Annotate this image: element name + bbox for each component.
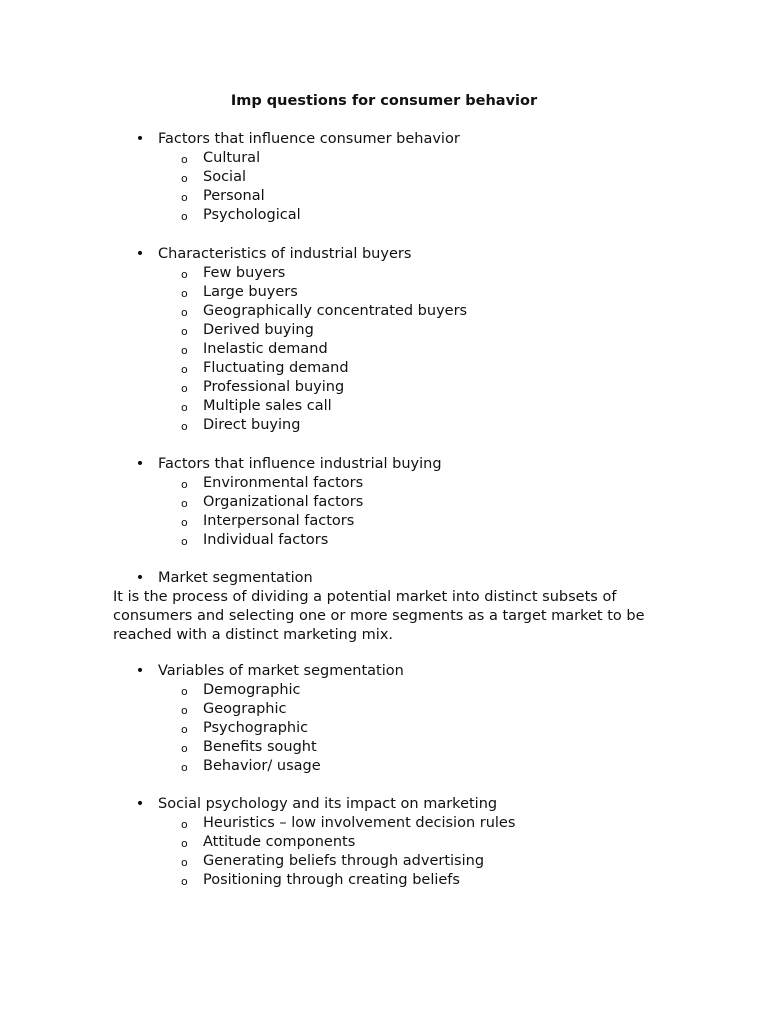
list-item bbox=[0, 321, 768, 340]
list-item bbox=[0, 168, 768, 187]
sub-item: Few buyers bbox=[203, 265, 286, 281]
section-segmentation-variables bbox=[0, 662, 768, 776]
sub-item: Attitude components bbox=[203, 834, 356, 850]
list-item bbox=[0, 833, 768, 852]
sub-bullet-icon: o bbox=[181, 818, 188, 831]
list-item bbox=[0, 795, 768, 814]
list-item bbox=[0, 340, 768, 359]
sub-bullet-icon: o bbox=[181, 420, 188, 433]
section-social-psychology bbox=[0, 795, 768, 890]
sub-item: Inelastic demand bbox=[203, 341, 328, 357]
list-item bbox=[0, 531, 768, 550]
list-item bbox=[0, 245, 768, 264]
sub-bullet-icon: o bbox=[181, 344, 188, 357]
list-item bbox=[0, 757, 768, 776]
list-item bbox=[0, 130, 768, 149]
section-market-segmentation bbox=[0, 569, 768, 588]
sub-bullet-icon: o bbox=[181, 837, 188, 850]
sub-bullet-icon: o bbox=[181, 856, 188, 869]
sub-bullet-icon: o bbox=[181, 172, 188, 185]
sub-item: Social bbox=[203, 169, 246, 185]
sub-item: Geographic bbox=[203, 701, 287, 717]
bullet-icon: • bbox=[135, 246, 145, 262]
page-title: Imp questions for consumer behavior bbox=[230, 93, 538, 109]
list-item bbox=[0, 149, 768, 168]
sub-item: Individual factors bbox=[203, 532, 329, 548]
sub-item: Personal bbox=[203, 188, 265, 204]
list-item bbox=[0, 493, 768, 512]
bullet-icon: • bbox=[135, 663, 145, 679]
sub-bullet-icon: o bbox=[181, 153, 188, 166]
sub-bullet-icon: o bbox=[181, 685, 188, 698]
sub-bullet-icon: o bbox=[181, 742, 188, 755]
sub-bullet-icon: o bbox=[181, 704, 188, 717]
sub-item: Demographic bbox=[203, 682, 301, 698]
sub-bullet-icon: o bbox=[181, 761, 188, 774]
list-item bbox=[0, 814, 768, 833]
list-item bbox=[0, 700, 768, 719]
sub-item: Psychographic bbox=[203, 720, 309, 736]
list-item bbox=[0, 474, 768, 493]
list-item bbox=[0, 719, 768, 738]
list-item bbox=[0, 871, 768, 890]
sub-item: Derived buying bbox=[203, 322, 314, 338]
section-industrial-factors bbox=[0, 455, 768, 550]
list-item bbox=[0, 416, 768, 435]
list-item bbox=[0, 264, 768, 283]
bullet-icon: • bbox=[135, 570, 145, 586]
list-item bbox=[0, 852, 768, 871]
sub-item: Geographically concentrated buyers bbox=[203, 303, 468, 319]
sub-item: Generating beliefs through advertising bbox=[203, 853, 485, 869]
list-item bbox=[0, 359, 768, 378]
bullet-icon: • bbox=[135, 456, 145, 472]
sub-item: Environmental factors bbox=[203, 475, 364, 491]
sub-item: Interpersonal factors bbox=[203, 513, 355, 529]
list-item bbox=[0, 187, 768, 206]
sub-bullet-icon: o bbox=[181, 287, 188, 300]
sub-bullet-icon: o bbox=[181, 478, 188, 491]
list-item bbox=[0, 397, 768, 416]
sub-item: Multiple sales call bbox=[203, 398, 332, 414]
sub-bullet-icon: o bbox=[181, 363, 188, 376]
sub-bullet-icon: o bbox=[181, 535, 188, 548]
sub-item: Psychological bbox=[203, 207, 301, 223]
sub-bullet-icon: o bbox=[181, 210, 188, 223]
section-industrial-buyers bbox=[0, 245, 768, 435]
definition-paragraph: It is the process of dividing a potential market into distinct subsets of consumers and selecting one or more segments as a target market to be reached with a distinct marketing mix. bbox=[113, 589, 645, 643]
list-item bbox=[0, 283, 768, 302]
sub-bullet-icon: o bbox=[181, 497, 188, 510]
list-item bbox=[0, 302, 768, 321]
sub-item: Fluctuating demand bbox=[203, 360, 349, 376]
sub-bullet-icon: o bbox=[181, 191, 188, 204]
section-heading: Market segmentation bbox=[158, 570, 313, 586]
sub-item: Professional buying bbox=[203, 379, 345, 395]
section-heading: Variables of market segmentation bbox=[158, 663, 404, 679]
list-item bbox=[0, 455, 768, 474]
sub-bullet-icon: o bbox=[181, 325, 188, 338]
sub-item: Cultural bbox=[203, 150, 261, 166]
sub-bullet-icon: o bbox=[181, 382, 188, 395]
sub-item: Behavior/ usage bbox=[203, 758, 321, 774]
list-item bbox=[0, 738, 768, 757]
sub-item: Heuristics – low involvement decision rules bbox=[203, 815, 516, 831]
sub-bullet-icon: o bbox=[181, 401, 188, 414]
sub-bullet-icon: o bbox=[181, 723, 188, 736]
sub-item: Benefits sought bbox=[203, 739, 317, 755]
section-heading: Social psychology and its impact on marketing bbox=[158, 796, 498, 812]
section-heading: Characteristics of industrial buyers bbox=[158, 246, 412, 262]
sub-item: Direct buying bbox=[203, 417, 301, 433]
sub-item: Positioning through creating beliefs bbox=[203, 872, 460, 888]
bullet-icon: • bbox=[135, 131, 145, 147]
list-item bbox=[0, 681, 768, 700]
section-heading: Factors that influence consumer behavior bbox=[158, 131, 460, 147]
sub-item: Organizational factors bbox=[203, 494, 364, 510]
section-consumer-factors bbox=[0, 130, 768, 225]
sub-bullet-icon: o bbox=[181, 516, 188, 529]
sub-bullet-icon: o bbox=[181, 268, 188, 281]
list-item bbox=[0, 378, 768, 397]
section-heading: Factors that influence industrial buying bbox=[158, 456, 442, 472]
list-item bbox=[0, 512, 768, 531]
list-item bbox=[0, 206, 768, 225]
sub-bullet-icon: o bbox=[181, 875, 188, 888]
sub-bullet-icon: o bbox=[181, 306, 188, 319]
list-item bbox=[0, 662, 768, 681]
list-item bbox=[0, 569, 768, 588]
sub-item: Large buyers bbox=[203, 284, 298, 300]
bullet-icon: • bbox=[135, 796, 145, 812]
